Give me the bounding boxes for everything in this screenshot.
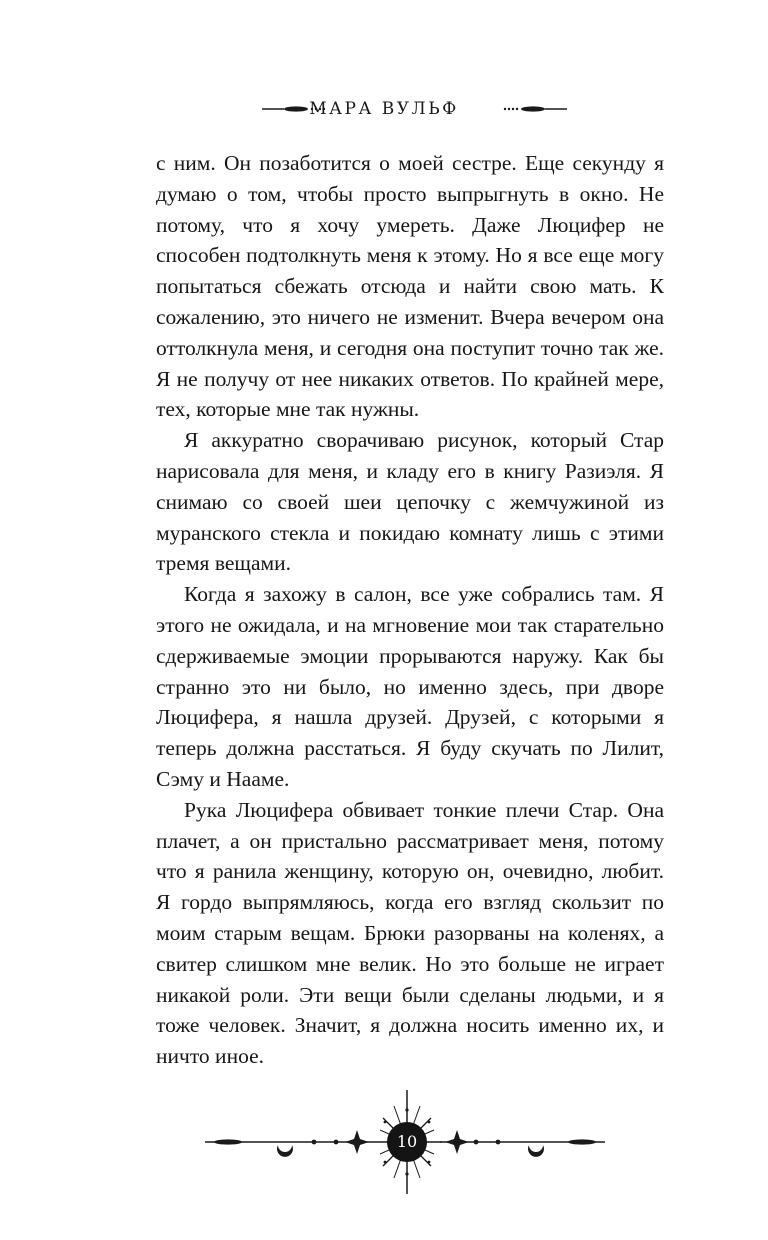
paragraph: Я аккуратно сворачиваю рисунок, который Стар нарисовала для меня, и кладу его в книгу Разиэля. Я снимаю со своей шеи цепочку с жемчужиной из муранского стекла и покидаю комнату лишь с этими тремя вещами. (156, 428, 664, 576)
paragraph: Когда я захожу в салон, все уже собрались там. Я этого не ожидала, и на мгновение мои так старательно сдерживаемые эмоции прорываются наружу. Как бы странно это ни было, но именно здесь, при дворе Люцифера, я нашла друзей. Друзей, с которыми я теперь должна расстаться. Я буду скучать по Лилит, Сэму и Нааме. (156, 582, 664, 791)
page-number: 10 (396, 1132, 418, 1151)
header-right-flourish-icon (477, 94, 567, 124)
running-header (0, 94, 768, 124)
header-author: МАРА ВУЛЬФ (309, 99, 459, 119)
body-text (156, 148, 664, 1072)
paragraph: Рука Люцифера обвивает тонкие плечи Стар. Она плачет, а он пристально рассматривает меня, потому что я ранила женщину, которую он, очевидно, любит. Я гордо выпрямляюсь, когда его взгляд скользит по моим старым вещам. Брюки разорваны на коленях, а свитер слишком мне велик. Но это больше не играет никакой роли. Эти вещи были сделаны людьми, и я тоже человек. Значит, я должна носить именно их, и ничто иное. (156, 797, 664, 1069)
paragraph: с ним. Он позаботится о моей сестре. Еще секунду я думаю о том, чтобы просто выпрыгнуть в окно. Не потому, что я хочу умереть. Даже Люцифер не способен подтолкнуть меня к этому. Но я все еще могу попытаться сбежать отсюда и найти свою мать. К сожалению, это ничего не изменит. Вчера вечером она оттолкнула меня, и сегодня она поступит точно так же. Я не получу от нее никаких ответов. По крайней мере, тех, которые мне так нужны. (156, 151, 664, 422)
folio-ornament (0, 1088, 768, 1200)
